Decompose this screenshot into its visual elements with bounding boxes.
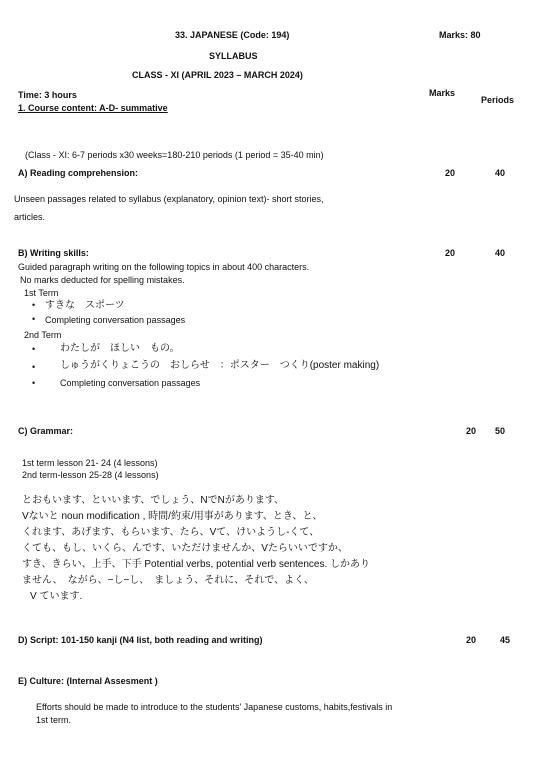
subject-title: 33. JAPANESE (Code: 194) <box>175 30 290 40</box>
class-line: CLASS - XI (APRIL 2023 – MARCH 2024) <box>132 70 303 80</box>
writing-marks: 20 <box>445 248 456 258</box>
grammar-point: ません、 ながら、−し−し、 ましょう、それに、それで、よく、 <box>22 575 314 586</box>
grammar-point: とおもいます、といいます、でしょう、NでNがあります、 <box>22 495 285 506</box>
script-title: D) Script: 101-150 kanji (N4 list, both reading and writing) <box>18 635 263 645</box>
writing-title: B) Writing skills: <box>18 248 89 258</box>
grammar-point: Vないと noun modification , 時間/約束/用事があります、とき、と、 <box>22 511 323 522</box>
grammar-lesson-2: 2nd term-lesson 25-28 (4 lessons) <box>22 470 159 480</box>
culture-desc-line2: 1st term. <box>36 715 72 725</box>
grammar-lesson-1: 1st term lesson 21- 24 (4 lessons) <box>22 458 158 468</box>
term2-label: 2nd Term <box>24 330 62 340</box>
writing-desc-line1: Guided paragraph writing on the following topics in about 400 characters. <box>18 262 310 272</box>
reading-marks: 20 <box>445 168 456 178</box>
total-marks: Marks: 80 <box>439 30 481 40</box>
term1-label: 1st Term <box>24 288 59 298</box>
grammar-periods: 50 <box>495 426 506 436</box>
reading-desc-line1: Unseen passages related to syllabus (explanatory, opinion text)- short stories, <box>14 194 324 204</box>
bullet-icon: • <box>32 344 36 354</box>
reading-periods: 40 <box>495 168 506 178</box>
script-marks: 20 <box>466 635 477 645</box>
class-periods-note: (Class - XI: 6-7 periods x30 weeks=180-210 periods (1 period = 35-40 min) <box>25 150 324 160</box>
grammar-marks: 20 <box>466 426 477 436</box>
time-allowed: Time: 3 hours <box>18 90 77 100</box>
periods-column-header: Periods <box>481 95 515 105</box>
bullet-icon: • <box>32 300 36 310</box>
term2-item-3: Completing conversation passages <box>60 378 201 388</box>
writing-periods: 40 <box>495 248 506 258</box>
script-periods: 45 <box>500 635 511 645</box>
term2-item-2: しゅうがくりょこうの おしらせ ：ポスター つくり(poster making) <box>60 360 380 371</box>
grammar-point: すき、きらい、上手、下手 Potential verbs, potential verb sentences. しかあり <box>22 559 371 570</box>
grammar-point: くても、もし、いくら、んです、いただけませんか、Vたらいいですか、 <box>22 543 348 554</box>
course-content-heading: 1. Course content: A-D- summative <box>18 103 168 113</box>
reading-title: A) Reading comprehension: <box>18 168 139 178</box>
marks-column-header: Marks <box>429 88 456 98</box>
bullet-icon: • <box>32 362 36 372</box>
reading-desc-line2: articles. <box>14 212 46 222</box>
term1-item-1: すきな スポーツ <box>45 300 125 311</box>
grammar-point: V ています. <box>30 591 83 602</box>
culture-title: E) Culture: (Internal Assesment ) <box>18 676 158 686</box>
bullet-icon: • <box>32 378 36 388</box>
term1-item-2: Completing conversation passages <box>45 315 186 325</box>
grammar-point: くれます、あげます、もらいます、たら、Vて、けいようし-くて、 <box>22 527 320 538</box>
term2-item-1: わたしが ほしい もの。 <box>60 343 180 354</box>
culture-desc-line1: Efforts should be made to introduce to the students' Japanese customs, habits,festivals in <box>36 702 393 712</box>
grammar-title: C) Grammar: <box>18 426 74 436</box>
bullet-icon: • <box>32 314 36 324</box>
syllabus-heading: SYLLABUS <box>209 51 258 61</box>
writing-desc-line2: No marks deducted for spelling mistakes. <box>20 275 185 285</box>
